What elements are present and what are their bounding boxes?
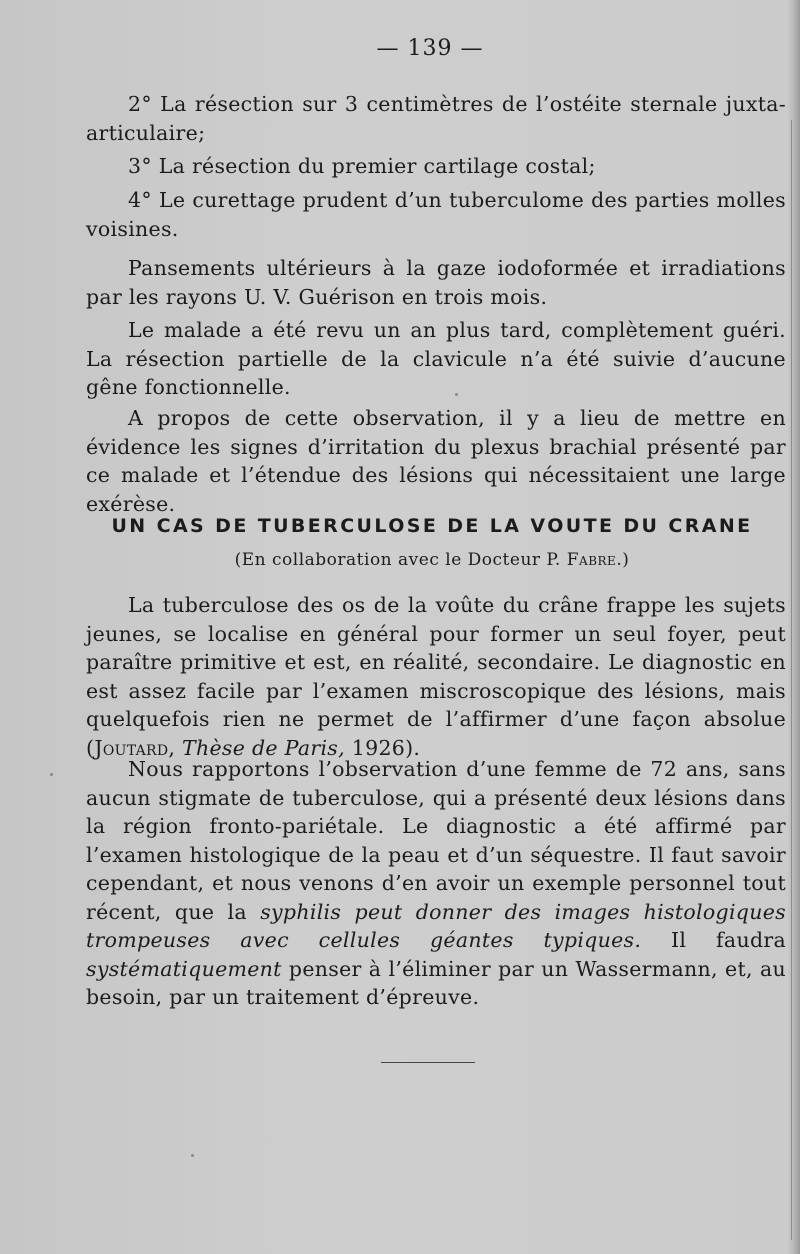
paragraph-resection-sternale [86,90,786,147]
cited-author: Joutard [94,735,169,760]
page-edge-line [791,120,792,1240]
emphasized-text: syphilis peut donner des images histologiques trompeuses avec cellules géantes typiques. [86,899,786,952]
paragraph-text: 3° La résection du premier cartilage costal; [128,154,596,178]
subtitle-prefix: (En collaboration avec le Docteur P. [234,550,567,570]
citation-separator: , [168,735,182,760]
page-number: — 139 — [376,36,484,61]
paper-speck [455,393,458,396]
paragraph-malade-revu [86,316,786,402]
paragraph-text: La tuberculose des os de la voûte du crâne frappe les sujets jeunes, se localise en général pour former un seul foyer, peut paraître primitive et est, en réalité, secondaire. Le diagnostic en est assez facile par l’examen miscroscopique des lésions, mais quelquefois rien ne permet de l’affirmer d’une façon absolue ( [86,593,786,760]
paragraph-text: Pansements ultérieurs à la gaze iodoformée et irradiations par les rayons U. V. Guérison en trois mois. [86,256,786,309]
emphasized-word: systématiquement [86,956,282,981]
paragraph-pansements [86,254,786,311]
paragraph-text: 4° Le curettage prudent d’un tuberculome des parties molles voisines. [86,188,786,241]
paragraph-text: penser à l’éliminer par un Wassermann, et, au besoin, par un traitement d’épreuve. [86,956,786,1009]
paragraph-tuberculose-voute [86,591,786,762]
paragraph-text: A propos de cette observation, il y a lieu de mettre en évidence les signes d’irritation du plexus brachial présenté par ce malade et l’étendue des lésions qui nécessitaient une large exérèse. [86,406,786,516]
paper-speck [191,1154,194,1157]
paper-speck [50,773,53,776]
paragraph-curettage [86,186,786,243]
paragraph-a-propos [86,404,786,518]
section-subtitle [0,550,800,570]
paragraph-observation [86,755,786,1012]
paragraph-resection-cartilage [86,152,786,181]
subtitle-author-name: Fabre [566,550,617,570]
paragraph-text: 2° La résection sur 3 centimètres de l’ostéite sternale juxta-articulaire; [86,92,786,145]
section-title: UN CAS DE TUBERCULOSE DE LA VOUTE DU CRANE [111,515,753,537]
paragraph-text: Il faudra [641,928,787,952]
citation-year: 1926). [344,735,421,760]
cited-work: Thèse de Paris, [182,735,345,760]
page-edge-shadow [788,0,800,1254]
paragraph-text: Nous rapportons l’observation d’une femme de 72 ans, sans aucun stigmate de tuberculose, qui a présenté deux lésions dans la région fronto-pariétale. Le diagnostic a été affirmé par l’examen histologique de la peau et d’un séquestre. Il faut savoir cependant, et nous venons d’en avoir un exemple personnel tout récent, que la [86,757,786,924]
closing-rule [381,1062,475,1063]
subtitle-suffix: .) [616,550,630,570]
paragraph-text: Le malade a été revu un an plus tard, complètement guéri. La résection partielle de la clavicule n’a été suivie d’aucune gêne fonctionnelle. [86,318,786,399]
